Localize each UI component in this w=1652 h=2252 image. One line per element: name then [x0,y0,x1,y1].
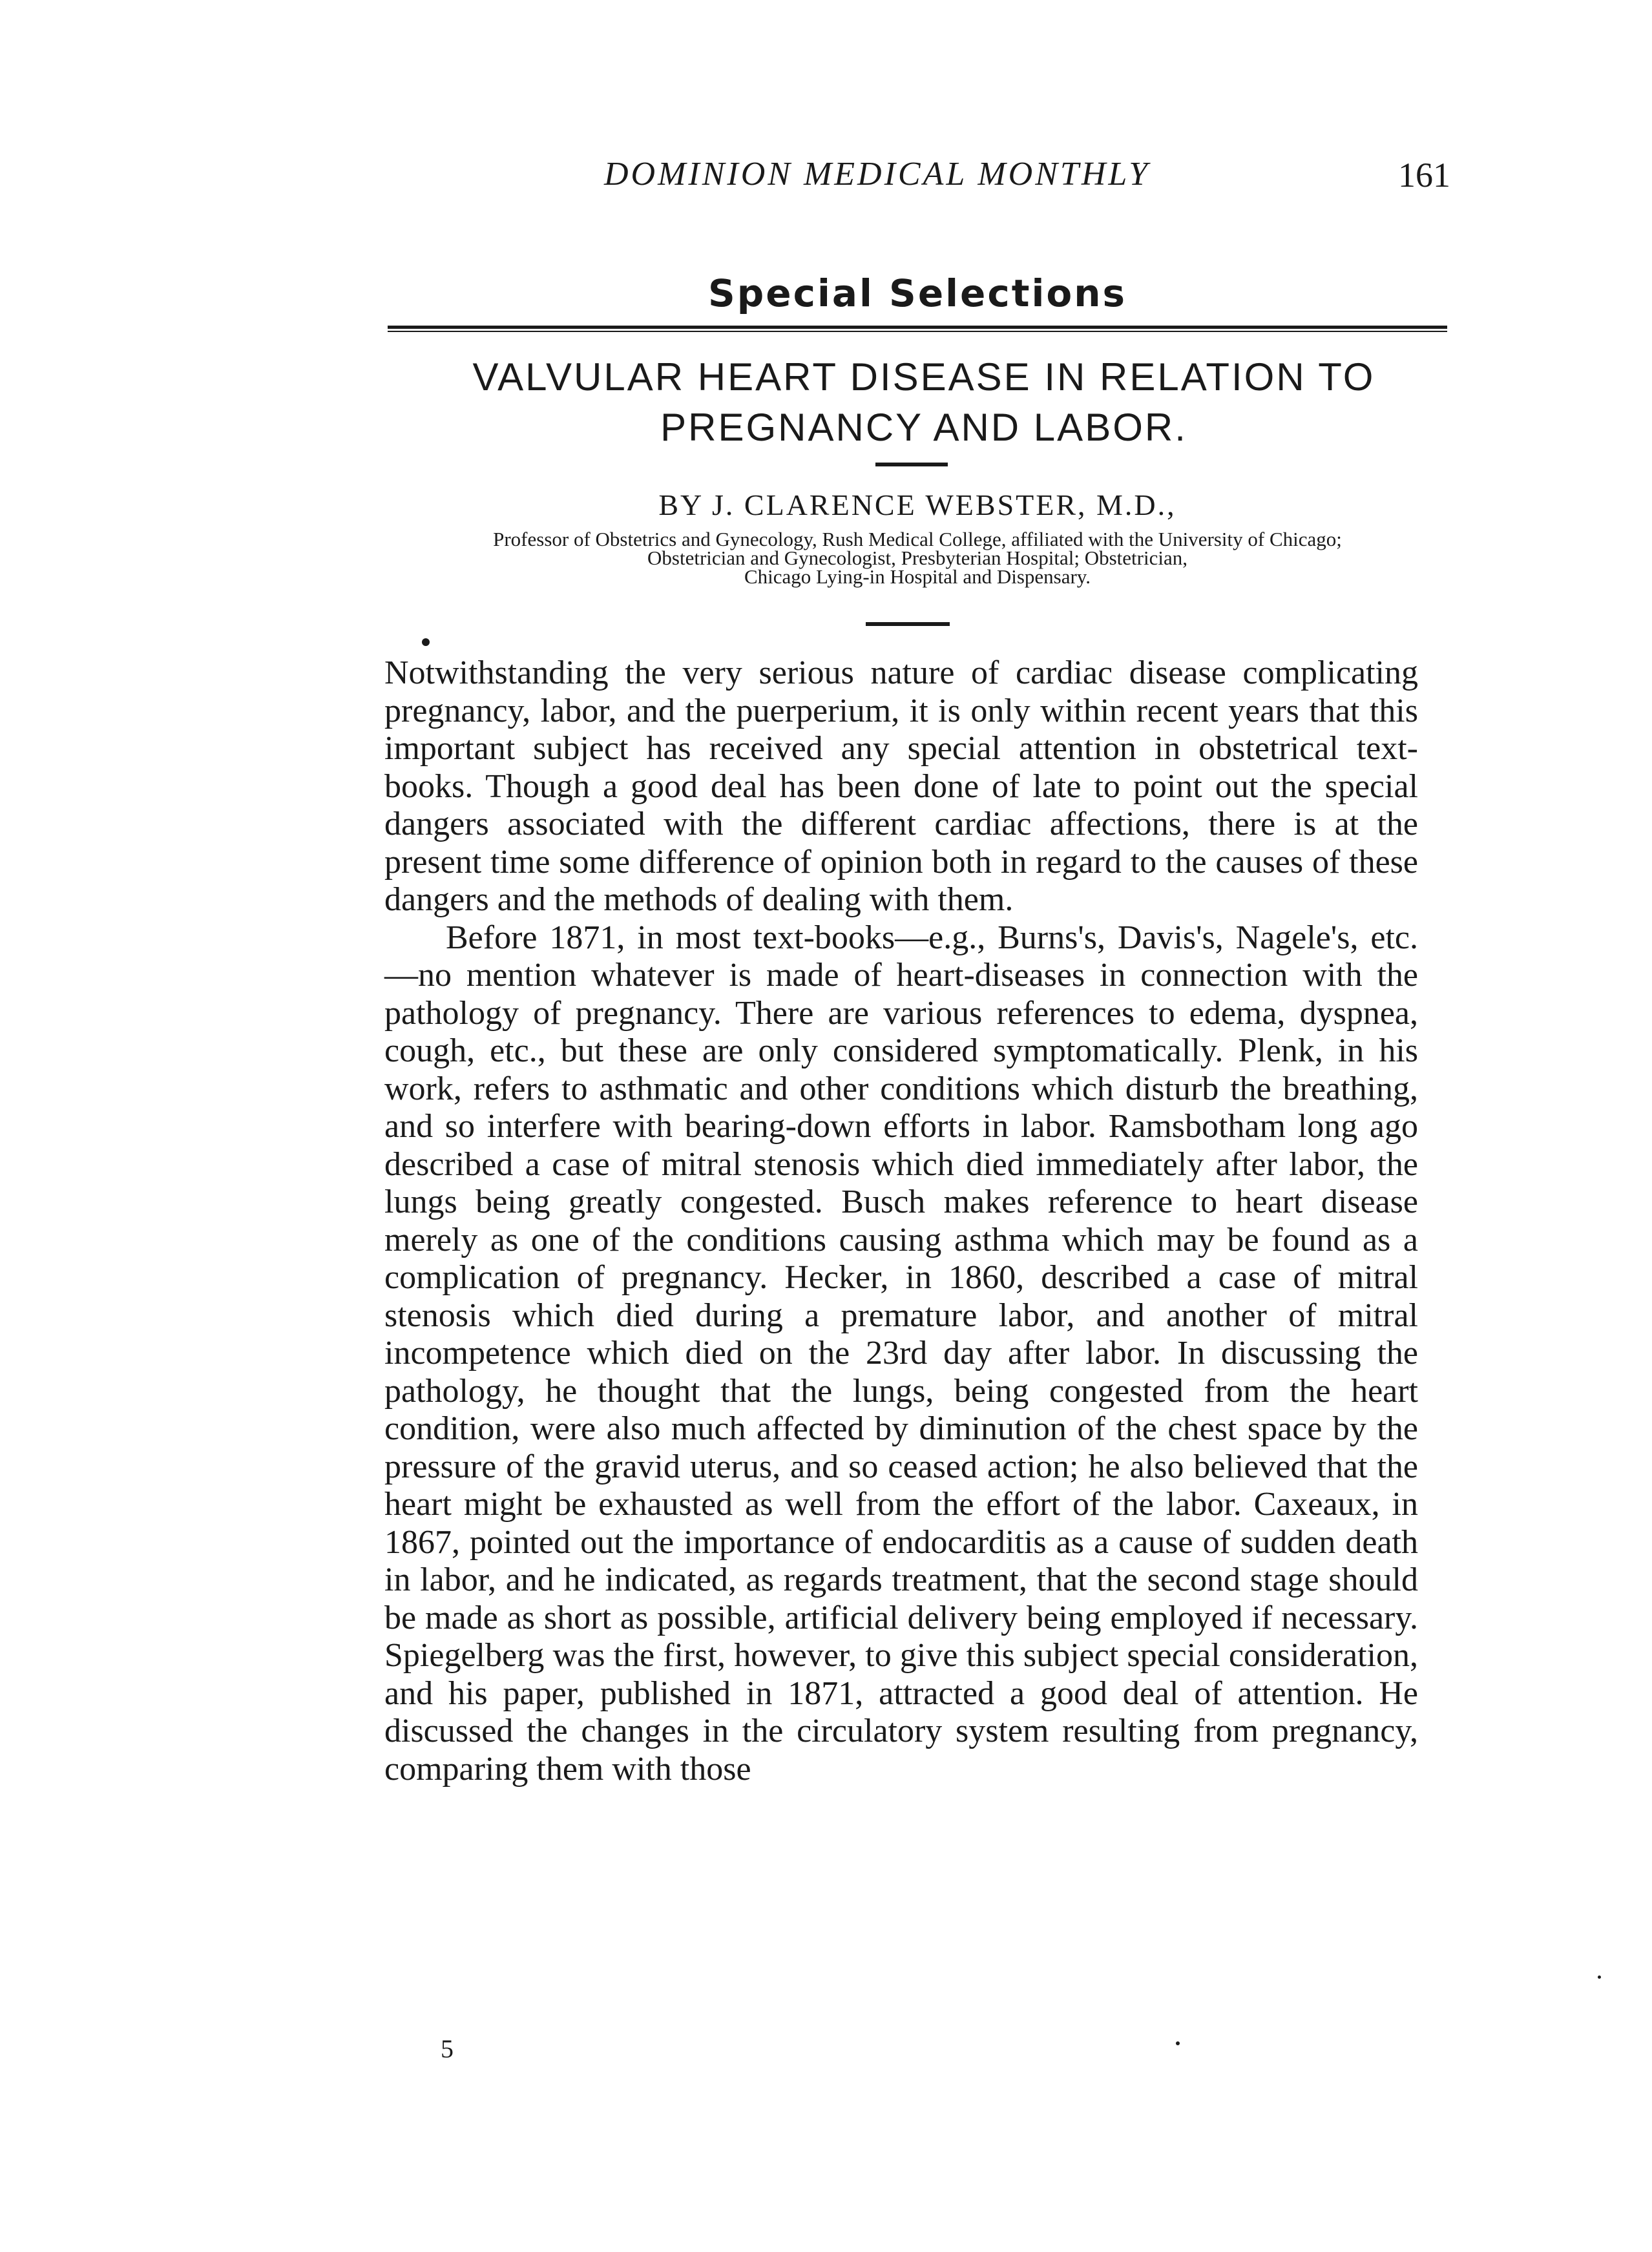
article-title-line-1: VALVULAR HEART DISEASE IN RELATION TO [472,355,1375,399]
print-speck [422,638,430,646]
print-speck [1176,2041,1180,2045]
affiliation-line-1: Professor of Obstetrics and Gynecology, Rush Medical College, affiliated with the University of Chicago; [493,528,1342,550]
author-affiliation [375,530,1460,586]
signature-mark: 5 [441,2034,454,2063]
running-head [384,155,1450,207]
article-title [401,352,1447,453]
journal-title: DOMINION MEDICAL MONTHLY [604,156,1151,193]
article-title-line-2: PREGNANCY AND LABOR. [660,406,1187,449]
article-body [384,654,1418,1788]
author-byline: BY J. CLARENCE WEBSTER, M.D., [658,488,1176,521]
section-rule [388,326,1447,332]
affiliation-line-3: Chicago Lying-in Hospital and Dispensary. [744,565,1091,588]
section-heading: Special Selections [707,271,1127,315]
page-number: 161 [1398,156,1450,194]
title-divider [875,463,948,466]
body-paragraph-2: Before 1871, in most text-books—e.g., Burns's, Davis's, Nagele's, etc.—no mention whatever is made of heart-diseases in connection with the pathology of pregnancy. There are various references to edema, dyspnea, cough, etc., but these are only considered symptomatically. Plenk, in his work, refers to asthmatic and other conditions which disturb the breathing, and so interfere with bearing-down efforts in labor. Ramsbotham long ago described a case of mitral stenosis which died immediately after labor, the lungs being greatly congested. Busch makes reference to heart disease merely as one of the conditions causing asthma which may be found as a complication of pregnancy. Hecker, in 1860, described a case of mitral stenosis which died during a premature labor, and another of mitral incompetence which died on the 23rd day after labor. In discussing the pathology, he thought that the lungs, being congested from the heart condition, were also much affected by diminution of the chest space by the pressure of the gravid uterus, and so ceased action; he also believed that the heart might be exhausted as well from the effort of the labor. Caxeaux, in 1867, pointed out the importance of endocarditis as a cause of sudden death in labor, and he indicated, as regards treatment, that the second stage should be made as short as possible, artificial delivery being employed if necessary. Spiegelberg was the first, however, to give this subject special consideration, and his paper, published in 1871, attracted a good deal of attention. He discussed the changes in the circulatory system resulting from pregnancy, comparing them with those [384,919,1418,1788]
affiliation-line-2: Obstetrician and Gynecologist, Presbyterian Hospital; Obstetrician, [647,547,1187,569]
print-speck [1598,1976,1601,1979]
byline-divider [866,622,950,626]
body-paragraph-1: Notwithstanding the very serious nature of cardiac disease complicating pregnancy, labor, and the puerperium, it is only within recent years that this important subject has received any special attention in obstetrical text-books. Though a good deal has been done of late to point out the special dangers associated with the different cardiac affections, there is at the present time some difference of opinion both in regard to the causes of these dangers and the methods of dealing with them. [384,654,1418,918]
